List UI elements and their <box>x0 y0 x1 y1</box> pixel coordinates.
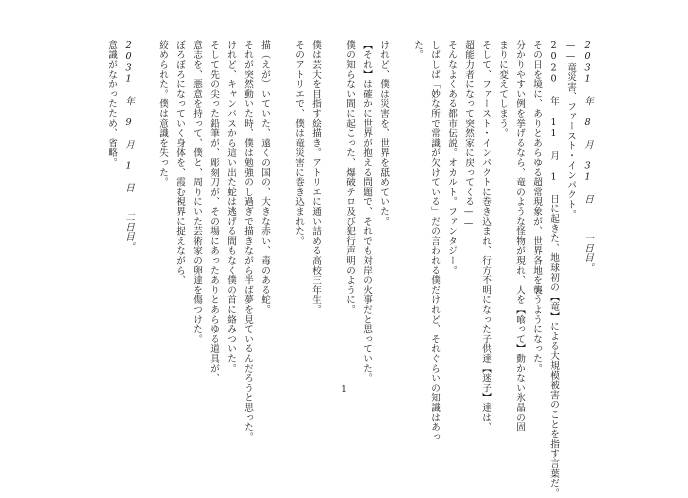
text-line: 僕は芸大を目指す絵描き。アトリエに通い詰める高校三年生。 <box>310 40 321 315</box>
paragraph-gap <box>137 40 154 358</box>
text-line: 分かりやすい例を挙げるなら、竜のような怪物が現れ、人を【喰って】動かない氷晶の固 <box>514 40 525 432</box>
text-line: けれど、僕は災害を、世界を舐めていた。 <box>378 40 389 227</box>
paragraph-gap <box>324 40 341 358</box>
text-line: そのアトリエで、僕は竜災害に巻き込まれた。 <box>293 40 304 246</box>
text-line: しばしば「妙な所で常識が欠けている」だの言われる僕だけれど、それぐらいの知識はあっ <box>429 40 440 442</box>
text-line: けれど、キャンバスから這い出た蛇は逃げる間もなく僕の首に絡みついた。 <box>225 40 236 374</box>
text-line: 意識がなかったため、省略。 <box>106 40 117 168</box>
text-line: まりに変えてしまう。 <box>497 40 508 138</box>
text-line: ぼろぼろになっていく身体を、霞む視界に捉えながら、 <box>174 40 185 285</box>
text-line: 【それ】は確かに世界が抱える問題で、それでも対岸の火事だと思っていた。 <box>361 40 372 383</box>
page-number: 1 <box>341 385 347 395</box>
text-line: 描（えが）いていた、遠くの国の、大きな赤い、毒のある蛇。 <box>259 40 270 315</box>
diary-date-heading: 2031 年 8 月 31 日 一日目。 <box>582 40 593 273</box>
text-line: 超能力者になって突然家に戻ってくる—— <box>463 40 474 229</box>
paragraph-gap <box>273 40 290 358</box>
text-line: 意志を、悪意を持って、僕と、周りにいた芸術家の卵達を傷つけた。 <box>191 40 202 344</box>
text-line: その日を境に、ありとあらゆる超常現象が、世界各地を襲うようになった。 <box>531 40 542 374</box>
paragraph-gap <box>392 40 409 358</box>
text-line: た。 <box>412 40 423 60</box>
text-line: 2020 年 11 月 1 日に起きた、地球初の【竜】による大規模被害のことを指す言葉だ。 <box>548 40 559 498</box>
text-line: そして先の尖った鉛筆が、彫刻刀が、その場にあったありとあらゆる道具が、 <box>208 40 219 383</box>
diary-date-heading: 2031 年 9 月 1 日 二日目。 <box>123 40 134 252</box>
text-line: ——竜災害、ファースト・インパクト。 <box>565 40 576 220</box>
text-line: 僕の知らない間に起こった、爆破テロ及び犯行声明のように。 <box>344 40 355 315</box>
vertical-text-body <box>103 40 596 498</box>
text-line: 絞められた。僕は意識を失った。 <box>157 40 168 187</box>
text-line: そんなよくある都市伝説。オカルト。ファンタジー。 <box>446 40 457 276</box>
text-line: それが突然動いた時、僕は勉強のし過ぎで描きながら半ば夢を見ているんだろうと思った。 <box>242 40 253 442</box>
text-line: そして、ファースト・インパクトに巻き込まれ、行方不明になった子供達【迷子】達は、 <box>480 40 491 432</box>
